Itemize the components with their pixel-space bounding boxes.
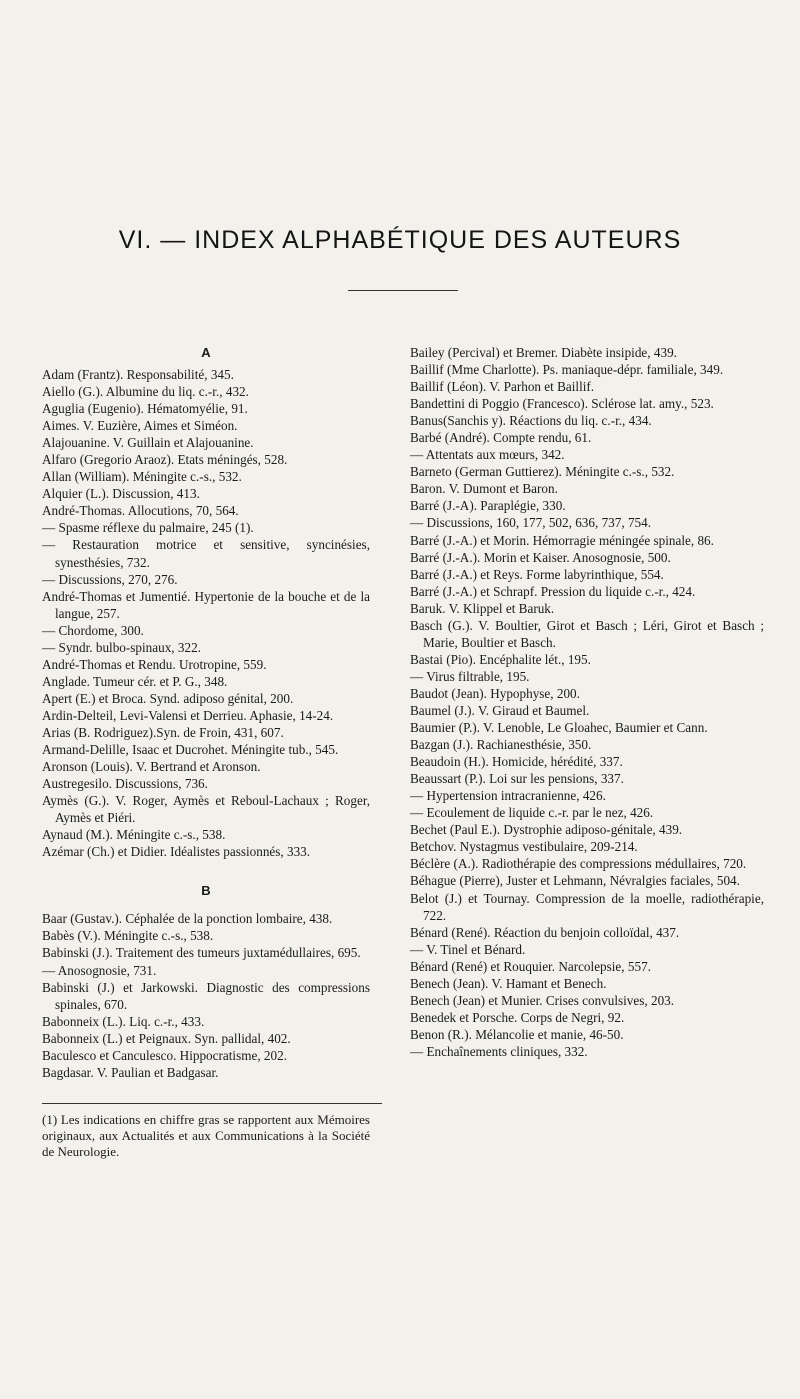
index-entry: Alajouanine. V. Guillain et Alajouanine.	[42, 435, 254, 451]
index-entry: Betchov. Nystagmus vestibulaire, 209-214.	[410, 839, 638, 855]
author-list-b-left	[42, 910, 370, 1080]
index-entry: Baar (Gustav.). Céphalée de la ponction lombaire, 438.	[42, 911, 333, 927]
index-entry: Baillif (Mme Charlotte). Ps. maniaque-dépr. familiale, 349.	[410, 362, 724, 378]
index-entry: André-Thomas et Jumentié. Hypertonie de la bouche et de la langue, 257.	[42, 588, 370, 621]
footnote: (1) Les indications en chiffre gras se rapportent aux Mémoires originaux, aux Actualités et aux Communications à la Société de Neurologie.	[42, 1111, 370, 1159]
page-title: VI. — INDEX ALPHABÉTIQUE DES AUTEURS	[118, 226, 682, 254]
index-entry: Bandettini di Poggio (Francesco). Sclérose lat. amy., 523.	[410, 396, 714, 412]
index-entry: Barré (J.-A.) et Reys. Forme labyrinthique, 554.	[410, 566, 664, 582]
index-entry: — Enchaînements cliniques, 332.	[410, 1043, 588, 1059]
index-entry: Anglade. Tumeur cér. et P. G., 348.	[42, 673, 228, 689]
index-entry: Barneto (German Guttierez). Méningite c.-s., 532.	[410, 464, 675, 480]
index-entry: — Virus filtrable, 195.	[410, 668, 530, 684]
index-entry: Austregesilo. Discussions, 736.	[42, 776, 208, 792]
index-entry: Adam (Frantz). Responsabilité, 345.	[42, 367, 234, 382]
index-entry: Barbé (André). Compte rendu, 61.	[410, 430, 592, 446]
title-divider	[348, 290, 458, 291]
left-column	[42, 344, 370, 1160]
index-entry: Baron. V. Dumont et Baron.	[410, 481, 558, 497]
index-entry: Belot (J.) et Tournay. Compression de la moelle, radiothérapie, 722.	[410, 890, 764, 923]
index-entry: Barré (J.-A.) et Schrapf. Pression du liquide c.-r., 424.	[410, 583, 696, 599]
index-entry: Bénard (René). Réaction du benjoin colloïdal, 437.	[410, 924, 680, 940]
index-entry: Basch (G.). V. Boultier, Girot et Basch ; Léri, Girot et Basch ; Marie, Boultier et Basch.	[410, 617, 764, 650]
index-entry: Bailey (Percival) et Bremer. Diabète insipide, 439.	[410, 345, 677, 360]
index-entry: Aimes. V. Euzière, Aimes et Siméon.	[42, 418, 238, 434]
index-entry: — Anosognosie, 731.	[42, 962, 157, 978]
index-entry: — V. Tinel et Bénard.	[410, 941, 526, 957]
index-entry: Beaussart (P.). Loi sur les pensions, 337.	[410, 771, 624, 787]
section-heading-b: B	[201, 883, 211, 899]
index-entry: Benedek et Porsche. Corps de Negri, 92.	[410, 1009, 625, 1025]
index-entry: Beaudoin (H.). Homicide, hérédité, 337.	[410, 754, 623, 770]
index-entry: Babonneix (L.). Liq. c.-r., 433.	[42, 1013, 205, 1029]
index-entry: Alfaro (Gregorio Araoz). Etats méningés, 528.	[42, 452, 288, 468]
index-entry: Banus(Sanchis y). Réactions du liq. c.-r., 434.	[410, 413, 652, 429]
index-entry: Babinski (J.). Traitement des tumeurs juxtamédullaires, 695.	[42, 945, 361, 961]
index-entry: Arias (B. Rodriguez).Syn. de Froin, 431, 607.	[42, 724, 284, 740]
index-entry: Barré (J.-A). Paraplégie, 330.	[410, 498, 566, 514]
index-entry: Bechet (Paul E.). Dystrophie adiposo-génitale, 439.	[410, 822, 683, 838]
index-entry: Apert (E.) et Broca. Synd. adiposo génital, 200.	[42, 690, 294, 706]
index-entry: Benon (R.). Mélancolie et manie, 46-50.	[410, 1026, 624, 1042]
index-entry: Aronson (Louis). V. Bertrand et Aronson.	[42, 759, 261, 775]
index-entry: Aguglia (Eugenio). Hématomyélie, 91.	[42, 401, 248, 417]
index-entry: Babès (V.). Méningite c.-s., 538.	[42, 928, 214, 944]
section-heading-a: A	[201, 345, 211, 360]
index-entry: Azémar (Ch.) et Didier. Idéalistes passionnés, 333.	[42, 844, 311, 860]
index-entry: Béclère (A.). Radiothérapie des compressions médullaires, 720.	[410, 856, 747, 872]
index-entry: Alquier (L.). Discussion, 413.	[42, 486, 200, 502]
index-entry: Armand-Delille, Isaac et Ducrohet. Méningite tub., 545.	[42, 742, 339, 758]
index-entry: — Chordome, 300.	[42, 622, 144, 638]
index-entry: Benech (Jean) et Munier. Crises convulsives, 203.	[410, 992, 675, 1008]
right-column	[410, 344, 764, 1060]
index-entry: Bastai (Pio). Encéphalite lét., 195.	[410, 651, 591, 667]
index-entry: Babonneix (L.) et Peignaux. Syn. pallidal, 402.	[42, 1030, 291, 1046]
author-list-b-right	[410, 344, 764, 1060]
index-entry: André-Thomas et Rendu. Urotropine, 559.	[42, 656, 267, 672]
index-entry: — Ecoulement de liquide c.-r. par le nez, 426.	[410, 805, 654, 821]
index-entry: Allan (William). Méningite c.-s., 532.	[42, 469, 242, 485]
index-entry: — Spasme réflexe du palmaire, 245 (1).	[42, 520, 254, 536]
index-entry: — Attentats aux mœurs, 342.	[410, 447, 565, 463]
index-entry: — Syndr. bulbo-spinaux, 322.	[42, 639, 201, 655]
index-entry: Aynaud (M.). Méningite c.-s., 538.	[42, 827, 226, 843]
index-entry: Baumier (P.). V. Lenoble, Le Gloahec, Baumier et Cann.	[410, 720, 708, 736]
index-entry: Aiello (G.). Albumine du liq. c.-r., 432.	[42, 384, 249, 400]
author-list-a	[42, 366, 370, 860]
index-entry: Aymès (G.). V. Roger, Aymès et Reboul-Lachaux ; Roger, Aymès et Piéri.	[42, 793, 370, 826]
index-entry: Barré (J.-A.). Morin et Kaiser. Anosognosie, 500.	[410, 549, 671, 565]
index-entry: André-Thomas. Allocutions, 70, 564.	[42, 503, 239, 519]
index-entry: Baumel (J.). V. Giraud et Baumel.	[410, 702, 590, 718]
index-entry: Barré (J.-A.) et Morin. Hémorragie méningée spinale, 86.	[410, 532, 714, 548]
index-entry: — Hypertension intracranienne, 426.	[410, 788, 606, 804]
index-entry: Béhague (Pierre), Juster et Lehmann, Névralgies faciales, 504.	[410, 873, 740, 889]
index-entry: Bénard (René) et Rouquier. Narcolepsie, 557.	[410, 958, 651, 974]
index-entry: Baculesco et Canculesco. Hippocratisme, 202.	[42, 1047, 287, 1063]
index-entry: — Restauration motrice et sensitive, syncinésies, synesthésies, 732.	[42, 537, 370, 570]
index-entry: Ardin-Delteil, Levi-Valensi et Derrieu. Aphasie, 14-24.	[42, 707, 334, 723]
index-entry: Bazgan (J.). Rachianesthésie, 350.	[410, 737, 592, 753]
index-entry: Baruk. V. Klippel et Baruk.	[410, 600, 555, 616]
index-entry: — Discussions, 160, 177, 502, 636, 737, 754.	[410, 515, 652, 531]
index-entry: Babinski (J.) et Jarkowski. Diagnostic des compressions spinales, 670.	[42, 979, 370, 1012]
index-entry: Benech (Jean). V. Hamant et Benech.	[410, 975, 607, 991]
index-entry: — Discussions, 270, 276.	[42, 571, 178, 587]
index-entry: Bagdasar. V. Paulian et Badgasar.	[42, 1064, 219, 1080]
index-entry: Baillif (Léon). V. Parhon et Baillif.	[410, 379, 595, 395]
index-entry: Baudot (Jean). Hypophyse, 200.	[410, 685, 580, 701]
footnote-divider	[42, 1103, 382, 1112]
